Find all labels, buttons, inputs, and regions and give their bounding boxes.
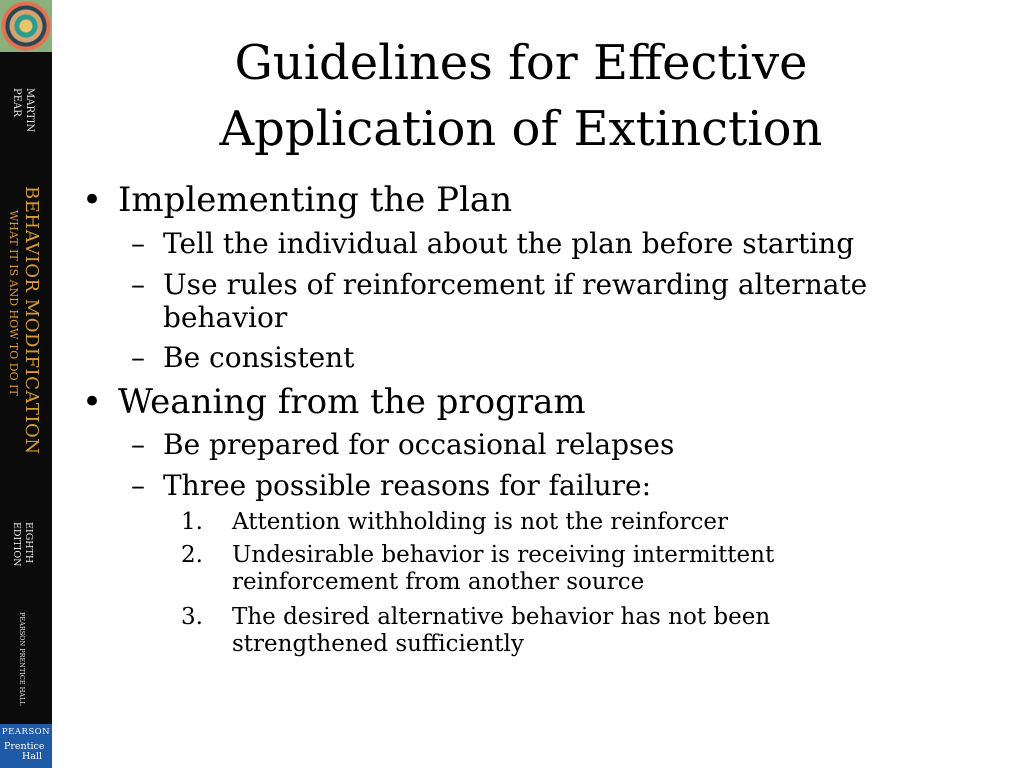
publisher-logo bbox=[0, 724, 52, 768]
numbered-item bbox=[181, 542, 841, 596]
number-marker: 3. bbox=[181, 604, 203, 630]
list-item bbox=[131, 341, 931, 374]
section-heading-text: Weaning from the program bbox=[118, 382, 586, 422]
book-subtitle: WHAT IT IS AND HOW TO DO IT bbox=[7, 210, 20, 396]
section-heading bbox=[82, 180, 512, 220]
publisher-logo-line-1: Prentice bbox=[4, 741, 45, 752]
edition-line-2: EDITION bbox=[11, 522, 22, 567]
publisher-logo-line-2: Hall bbox=[22, 751, 43, 762]
section-heading-text: Implementing the Plan bbox=[118, 180, 513, 220]
dash-marker: – bbox=[131, 268, 145, 301]
bullet-marker: • bbox=[82, 180, 103, 220]
book-title: BEHAVIOR MODIFICATION bbox=[21, 186, 42, 455]
list-item bbox=[131, 227, 931, 260]
section-heading bbox=[82, 382, 586, 422]
numbered-item bbox=[181, 509, 841, 536]
cover-art-logo bbox=[0, 0, 52, 52]
list-item-text: Be prepared for occasional relapses bbox=[163, 428, 675, 461]
numbered-item bbox=[181, 604, 841, 658]
author-pear: PEAR bbox=[11, 88, 22, 117]
numbered-item-text: Undesirable behavior is receiving intermittent reinforcement from another source bbox=[232, 542, 775, 595]
publisher-logo-name bbox=[0, 737, 52, 762]
dash-marker: – bbox=[131, 428, 145, 461]
slide-title-line-2: Application of Extinction bbox=[219, 101, 823, 157]
slide-title-line-1: Guidelines for Effective bbox=[234, 35, 808, 91]
edition-line-1: EIGHTH bbox=[23, 522, 34, 564]
dash-marker: – bbox=[131, 469, 145, 502]
number-marker: 1. bbox=[181, 509, 203, 535]
list-item-text: Be consistent bbox=[163, 341, 355, 374]
list-item bbox=[131, 469, 931, 502]
author-martin: MARTIN bbox=[24, 88, 35, 133]
number-marker: 2. bbox=[181, 542, 203, 568]
book-spine-sidebar bbox=[0, 0, 52, 768]
dash-marker: – bbox=[131, 227, 145, 260]
author-names bbox=[10, 88, 36, 132]
numbered-item-text: Attention withholding is not the reinforcer bbox=[232, 509, 729, 535]
list-item-text: Use rules of reinforcement if rewarding alternate behavior bbox=[163, 268, 868, 334]
numbered-item-text: The desired alternative behavior has not been strengthened sufficiently bbox=[232, 604, 771, 657]
bullet-marker: • bbox=[82, 382, 103, 422]
list-item-text: Tell the individual about the plan before starting bbox=[163, 227, 855, 260]
publisher-logo-top: PEARSON bbox=[1, 727, 51, 737]
list-item bbox=[131, 268, 931, 334]
publisher-vertical-text: PEARSON PRENTICE HALL bbox=[18, 612, 26, 706]
list-item bbox=[131, 428, 931, 461]
dash-marker: – bbox=[131, 341, 145, 374]
slide-title bbox=[118, 30, 924, 162]
list-item-text: Three possible reasons for failure: bbox=[163, 469, 652, 502]
edition-label bbox=[10, 522, 34, 567]
